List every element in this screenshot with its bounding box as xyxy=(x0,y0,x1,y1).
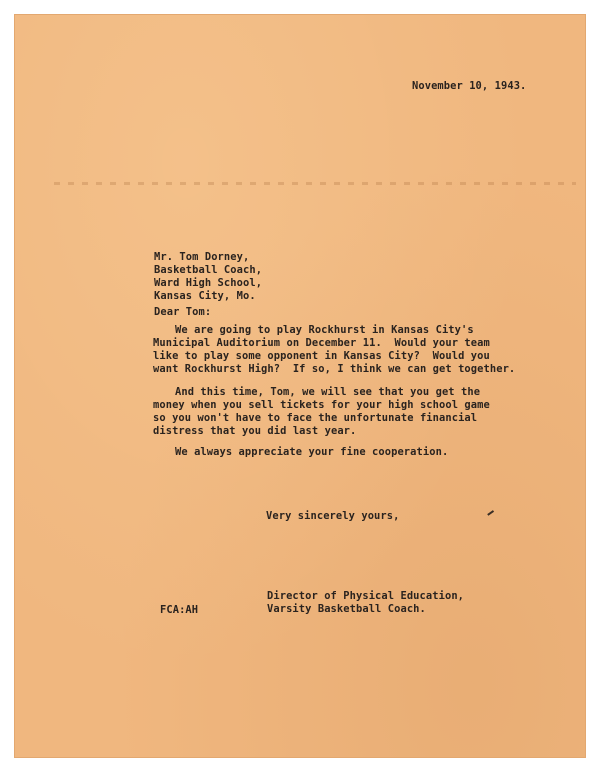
fold-crease xyxy=(54,182,576,185)
pen-mark xyxy=(487,510,494,515)
body-line: money when you sell tickets for your high school game xyxy=(153,399,490,411)
address-line: Mr. Tom Dorney, xyxy=(154,251,250,263)
body-line: like to play some opponent in Kansas City? Would you xyxy=(153,350,490,362)
salutation: Dear Tom: xyxy=(154,306,212,318)
signature-title-line: Director of Physical Education, xyxy=(267,590,465,602)
body-line: so you won't have to face the unfortunate financial xyxy=(153,412,478,424)
address-line: Ward High School, xyxy=(154,277,263,289)
body-line: We are going to play Rockhurst in Kansas City's xyxy=(175,324,474,336)
letter-date: November 10, 1943. xyxy=(412,80,527,92)
body-line: And this time, Tom, we will see that you get the xyxy=(175,386,481,398)
address-line: Kansas City, Mo. xyxy=(154,290,256,302)
body-line: Municipal Auditorium on December 11. Would your team xyxy=(153,337,490,349)
reference-initials: FCA:AH xyxy=(160,604,199,616)
body-line: We always appreciate your fine cooperation. xyxy=(175,446,449,458)
letter-page xyxy=(14,14,586,758)
closing: Very sincerely yours, xyxy=(266,510,400,522)
signature-title-line: Varsity Basketball Coach. xyxy=(267,603,426,615)
address-line: Basketball Coach, xyxy=(154,264,263,276)
body-line: distress that you did last year. xyxy=(153,425,357,437)
body-line: want Rockhurst High? If so, I think we can get together. xyxy=(153,363,516,375)
